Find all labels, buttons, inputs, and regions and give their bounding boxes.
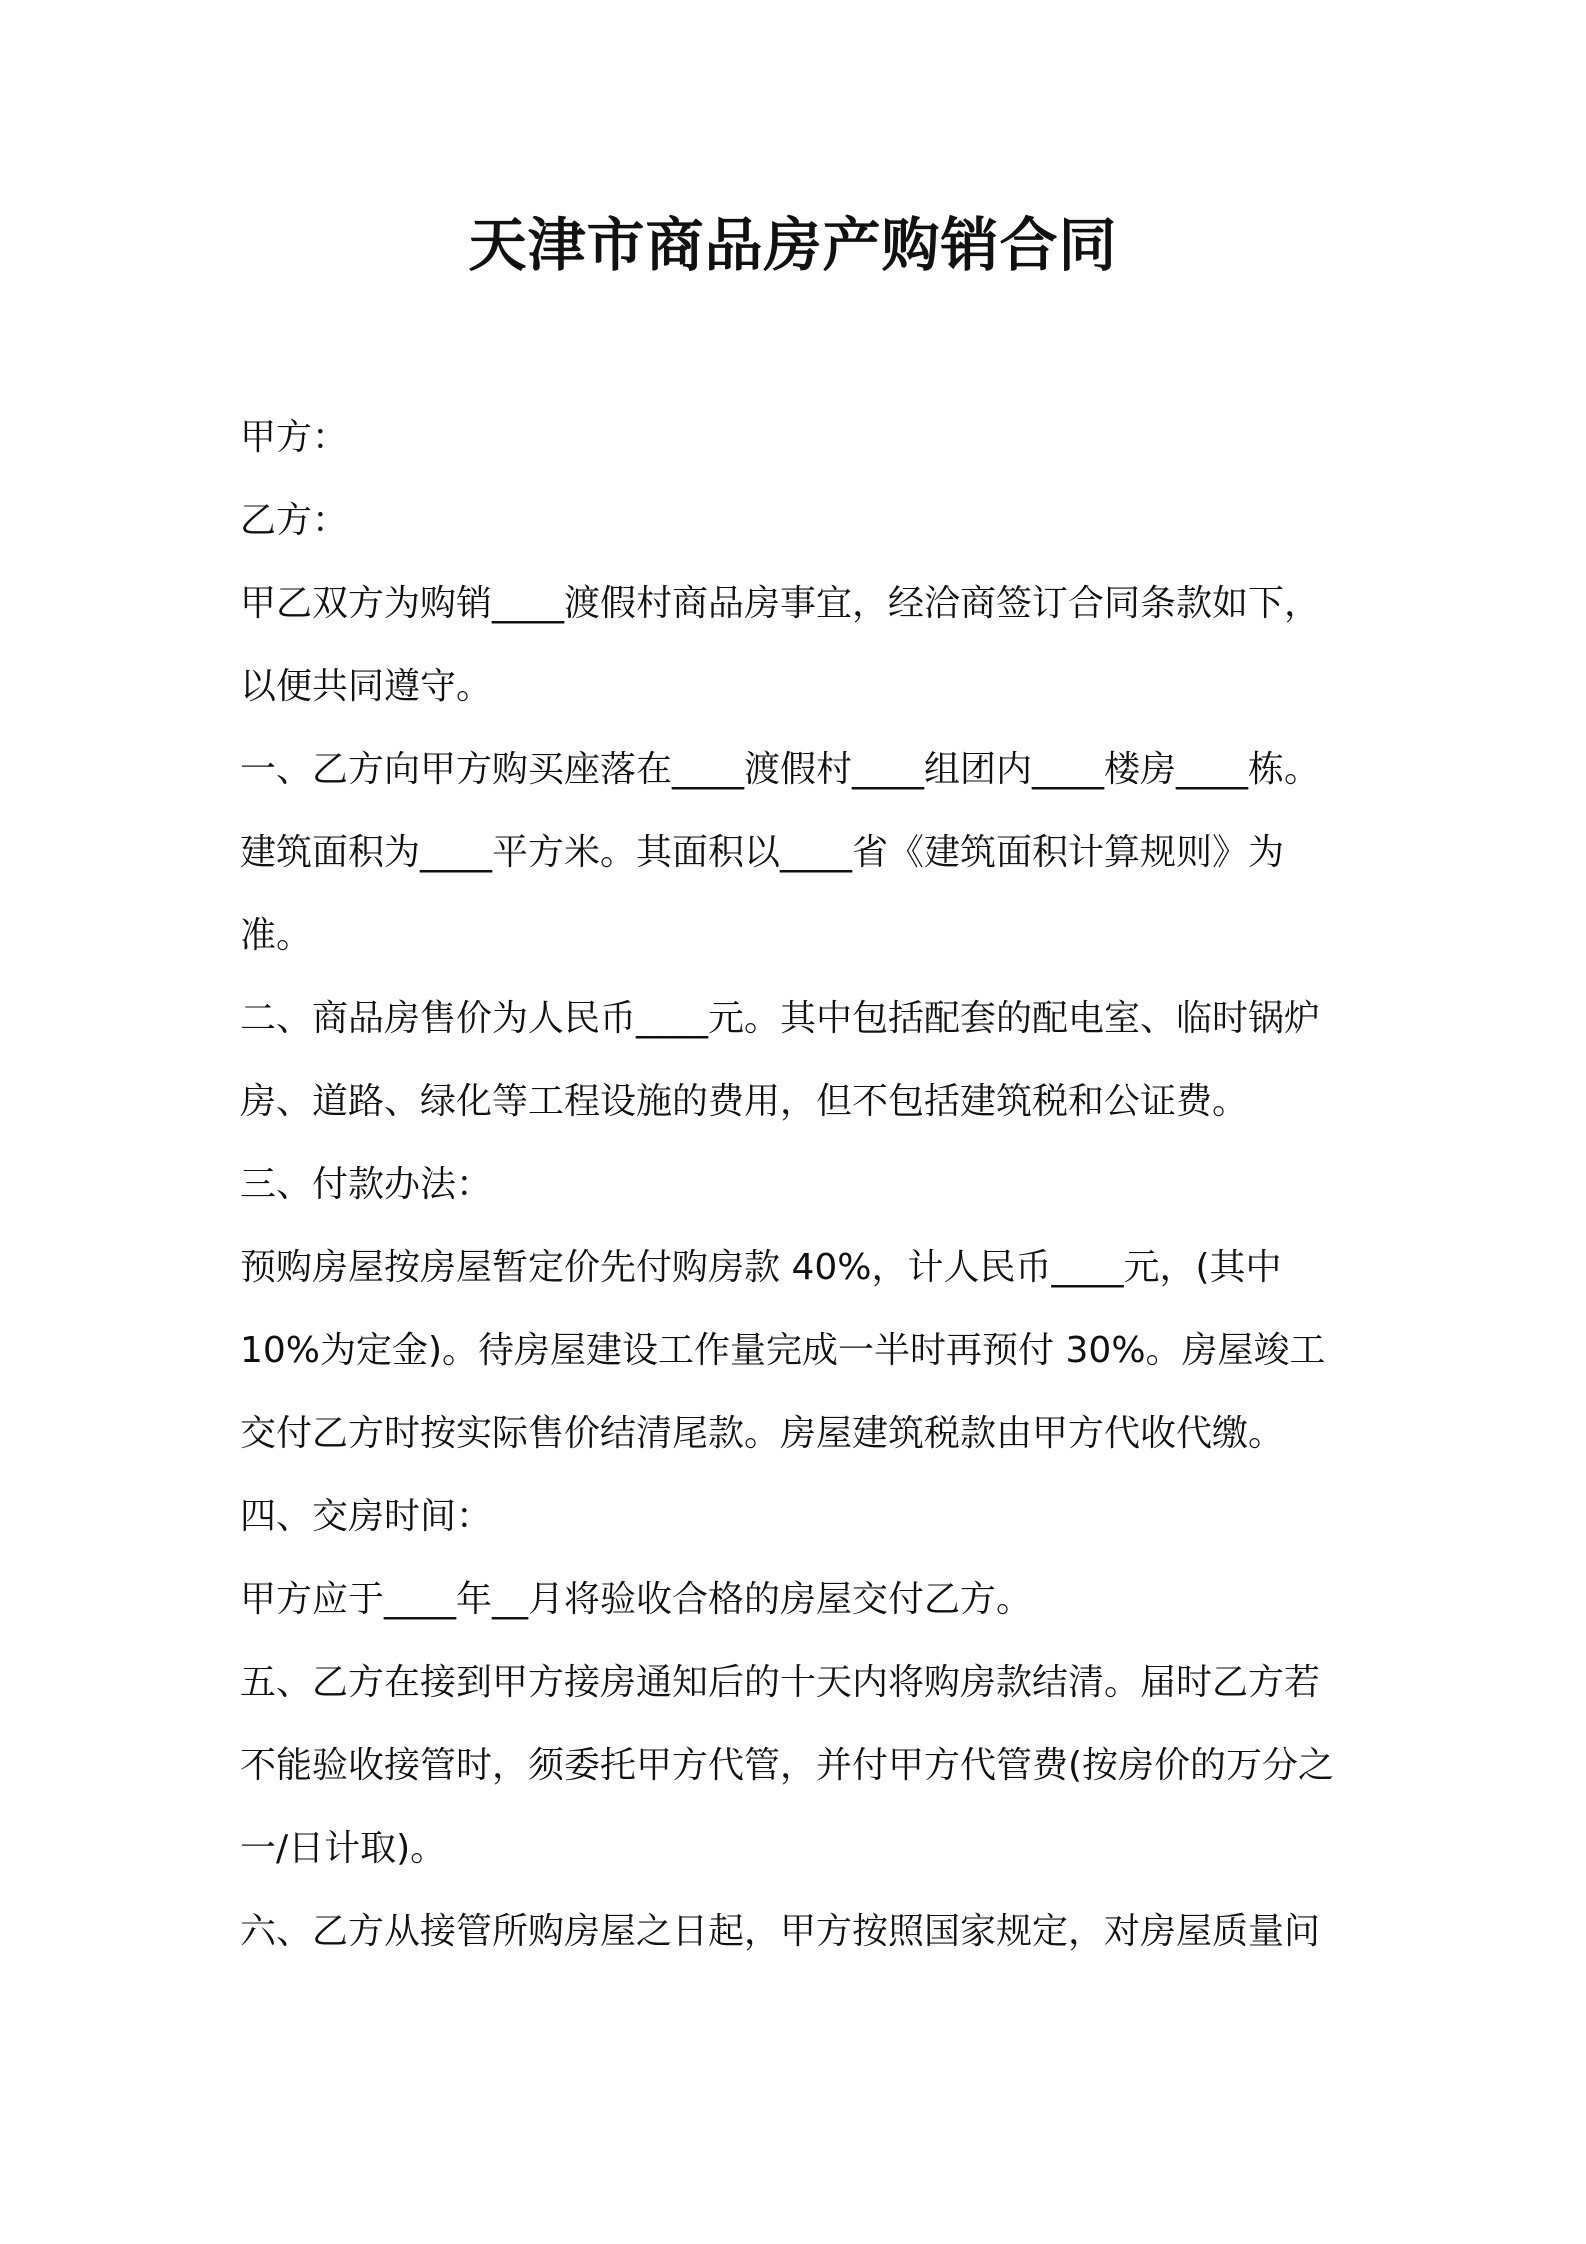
clause-3-heading: 三、付款办法： bbox=[240, 1164, 493, 1205]
document-title: 天津市商品房产购销合同 bbox=[468, 211, 1118, 279]
clause-2-paragraph: 二、商品房售价为人民币____元。其中包括配套的配电室、临时锅炉房、道路、绿化等工程设施的费用，但不包括建筑税和公证费。 bbox=[240, 998, 1321, 1122]
document-body bbox=[240, 396, 1350, 1973]
delivery-time-paragraph: 甲方应于____年__月将验收合格的房屋交付乙方。 bbox=[240, 1579, 1033, 1620]
preamble-paragraph: 甲乙双方为购销____渡假村商品房事宜，经洽商签订合同条款如下，以便共同遵守。 bbox=[240, 583, 1321, 707]
party-a-line: 甲方： bbox=[240, 417, 349, 458]
clause-1-paragraph: 一、乙方向甲方购买座落在____渡假村____组团内____楼房____栋。建筑面积为____平方米。其面积以____省《建筑面积计算规则》为准。 bbox=[240, 749, 1321, 956]
party-b-line: 乙方： bbox=[240, 500, 349, 541]
clause-6-paragraph: 六、乙方从接管所购房屋之日起，甲方按照国家规定，对房屋质量问 bbox=[240, 1911, 1321, 1952]
clause-5-paragraph: 五、乙方在接到甲方接房通知后的十天内将购房款结清。届时乙方若不能验收接管时，须委托甲方代管，并付甲方代管费(按房价的万分之一/日计取)。 bbox=[240, 1662, 1335, 1869]
clause-4-heading: 四、交房时间： bbox=[240, 1496, 493, 1537]
payment-method-paragraph: 预购房屋按房屋暂定价先付购房款 40%，计人民币____元，(其中10%为定金)。待房屋建设工作量完成一半时再预付 30%。房屋竣工交付乙方时按实际售价结清尾款。房屋建筑税款由甲方代收代缴。 bbox=[240, 1247, 1326, 1454]
